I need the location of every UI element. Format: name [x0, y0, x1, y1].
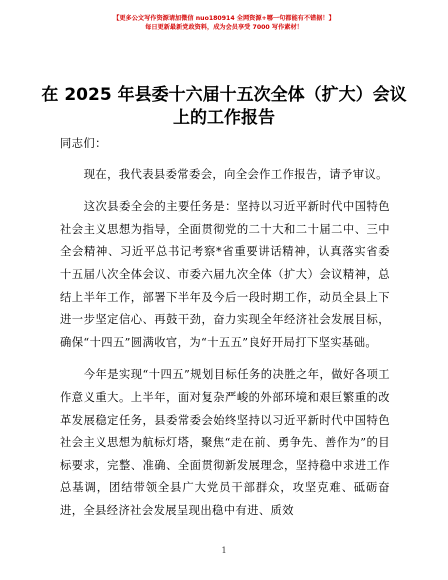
page-number: 1	[221, 546, 227, 555]
promo-banner-line-2: 每日更新最新党政资料，成为会员享受 7000 写作素材！	[145, 24, 303, 31]
document-title: 在 2025 年县委十六届十五次全体（扩大）会议上的工作报告	[41, 85, 407, 128]
paragraph: 这次县委全会的主要任务是：坚持以习近平新时代中国特色社会主义思想为指导，全面贯彻党的二十大和二十届二中、三中全会精神、习近平总书记考察*省重要讲话精神，认真落实省委十五届八次全体会议、市委六届九次全体（扩大）会议精神，总结上半年工作，部署下半年及今后一段时期工作，动员全县上下进一步坚定信心、再鼓干劲，奋力实现全年经济社会发展目标，确保“十四五”圆满收官，为“十五五”良好开局打下坚实基础。	[60, 200, 390, 349]
promo-banner	[0, 14, 448, 32]
promo-banner-line-1: 【更多公文写作资源请加微信 nuo180914 全网资源+哪一句都能有不错据！】	[113, 15, 335, 22]
document-body	[60, 133, 390, 533]
paragraph: 现在，我代表县委常委会，向全会作工作报告，请予审议。	[83, 167, 388, 181]
paragraph: 今年是实现“十四五”规划目标任务的决胜之年，做好各项工作意义重大。上半年，面对复杂严峻的外部环境和艰巨繁重的改革发展稳定任务，县委常委会始终坚持以习近平新时代中国特色社会主义思想为航标灯塔，聚焦“走在前、勇争先、善作为”的目标要求，完整、准确、全面贯彻新发展理念，坚持稳中求进工作总基调，团结带领全县广大党员干部群众，攻坚克难、砥砺奋进，全县经济社会发展呈现出稳中有进、质效	[60, 368, 390, 517]
salutation: 同志们：	[60, 137, 107, 150]
